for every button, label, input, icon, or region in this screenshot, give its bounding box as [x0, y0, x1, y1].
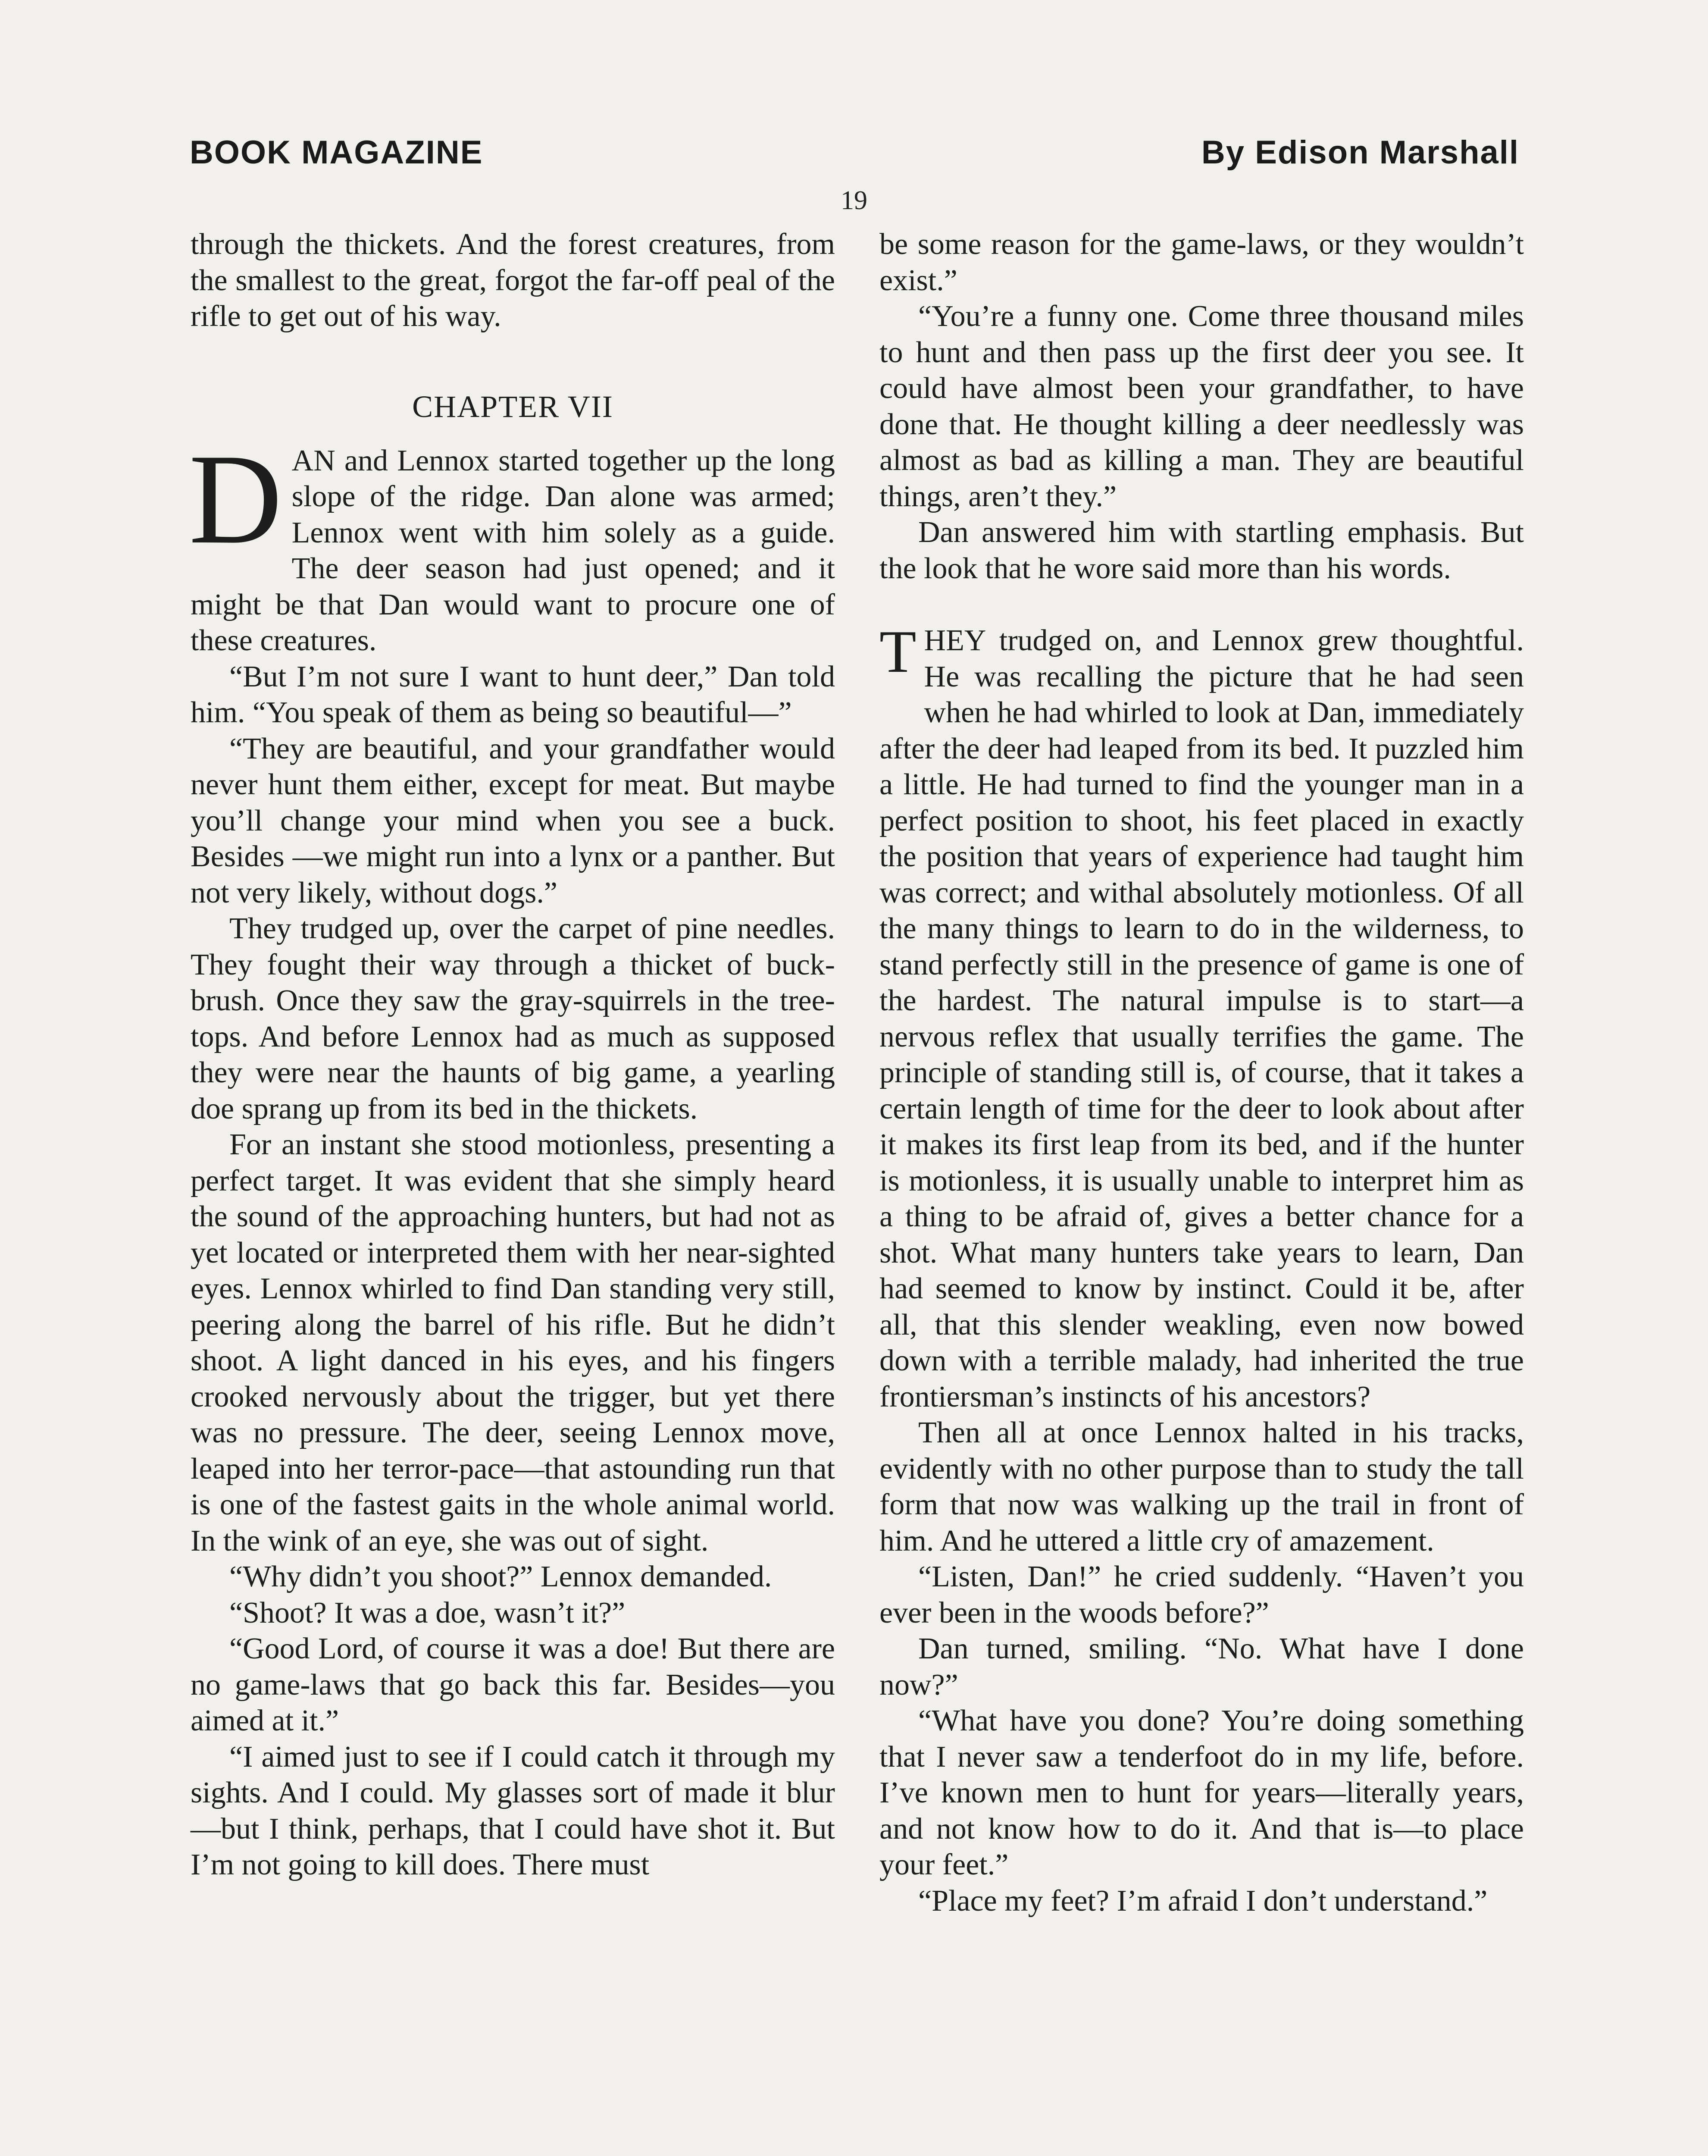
opening-text: trudged on, and Lennox grew thoughtful. He was recalling the picture that he had seen when he had whirled to look at Dan, immediately after the deer had leaped from its bed. It puzzled him a little. He had turned to find the younger man in a perfect position to shoot, his feet placed in exactly the position that years of experience had taught him was correct; and withal absolutely motionless. Of all the many things to learn to do in the wilderness, to stand perfectly still in the presence of game is one of the hardest. The natural impulse is to start—a nervous reflex that usually terrifies the game. The principle of standing still is, of course, that it takes a certain length of time for the deer to look about after it makes its first leap from its bed, and if the hunter is motionless, it is usually unable to interpret him as a thing to be afraid of, gives a better chance for a shot. What many hunters take years to learn, Dan had seemed to know by instinct. Could it be, after all, that this slender weakling, even now bowed down with a terrible malady, had inherited the true frontiersman’s instincts of his ancestors? — [879, 624, 1524, 1413]
paragraph: For an instant she stood motionless, presenting a perfect target. It was evident that she simply heard the sound of the approaching hunters, but had not as yet located or interpreted them with her near-sighted eyes. Lennox whirled to find Dan standing very still, peering along the barrel of his rifle. But he didn’t shoot. A light danced in his eyes, and his fingers crooked nervously about the trigger, but yet there was no pressure. The deer, seeing Lennox move, leaped into her terror-pace—that astounding run that is one of the fastest gaits in the whole animal world. In the wink of an eye, she was out of sight. — [191, 1128, 835, 1557]
paragraph: “Place my feet? I’m afraid I don’t understand.” — [918, 1884, 1488, 1918]
paragraph: “Listen, Dan!” he cried suddenly. “Haven’t you ever been in the woods before?” — [879, 1560, 1524, 1630]
paragraph: “Shoot? It was a doe, wasn’t it?” — [229, 1596, 626, 1630]
paragraph: They trudged up, over the carpet of pine needles. They fought their way through a thicket of buck-brush. Once they saw the gray-squirrels in the tree-tops. And before Lennox had as much as supposed they were near the haunts of big game, a yearling doe sprang up from its bed in the thickets. — [191, 912, 835, 1125]
page-number: 19 — [841, 186, 867, 215]
chapter-heading: CHAPTER VII — [412, 389, 613, 424]
left-column — [191, 226, 835, 2156]
paragraph: “What have you done? You’re doing something that I never saw a tenderfoot do in my life, before. I’ve known men to hunt for years—literally years, and not know how to do it. And that is—to place your feet.” — [879, 1704, 1524, 1881]
paragraph: “They are beautiful, and your grandfather would never hunt them either, except for meat. But maybe you’ll change your mind when you see a buck. Besides —we might run into a lynx or a panther. But not very likely, without dogs.” — [191, 732, 835, 909]
author-byline: By Edison Marshall — [1201, 134, 1519, 171]
paragraph: “Good Lord, of course it was a doe! But there are no game-laws that go back this far. Besides—you aimed at it.” — [191, 1632, 835, 1737]
opening-text: and Lennox started together up the long slope of the ridge. Dan alone was armed; Lennox went with him solely as a guide. The deer season had just opened; and it might be that Dan would want to procure one of these creatures. — [191, 444, 835, 657]
opening-small-caps: AN — [291, 444, 335, 477]
paragraph: “I aimed just to see if I could catch it through my sights. And I could. My glasses sort of made it blur—but I think, perhaps, that I could have shot it. But I’m not going to kill does. There must — [191, 1740, 835, 1881]
paragraph: through the thickets. And the forest creatures, from the smallest to the great, forgot the far-off peal of the rifle to get out of his way. — [191, 228, 835, 333]
paragraph-chapter-opening — [189, 427, 835, 659]
paragraph: Dan turned, smiling. “No. What have I done now?” — [879, 1632, 1524, 1702]
drop-cap: D — [189, 427, 282, 570]
paragraph: Then all at once Lennox halted in his tracks, evidently with no other purpose than to study the tall form that now was walking up the trail in front of him. And he uttered a little cry of amazement. — [879, 1416, 1524, 1557]
paragraph: “You’re a funny one. Come three thousand miles to hunt and then pass up the first deer you see. It could have almost been your grandfather, to have done that. He thought killing a deer needlessly was almost as bad as killing a man. They are beautiful things, aren’t they.” — [879, 300, 1524, 513]
right-column — [879, 226, 1524, 2156]
drop-cap: T — [879, 618, 917, 685]
paragraph-section-opening — [879, 618, 1524, 1415]
paragraph: “Why didn’t you shoot?” Lennox demanded. — [229, 1560, 772, 1593]
paragraph: be some reason for the game-laws, or they wouldn’t exist.” — [879, 228, 1524, 297]
opening-small-caps: HEY — [924, 624, 986, 657]
magazine-title: BOOK MAGAZINE — [190, 134, 483, 171]
paragraph: “But I’m not sure I want to hunt deer,” Dan told him. “You speak of them as being so beautiful—” — [191, 660, 835, 729]
paragraph: Dan answered him with startling emphasis. But the look that he wore said more than his words. — [879, 516, 1524, 585]
